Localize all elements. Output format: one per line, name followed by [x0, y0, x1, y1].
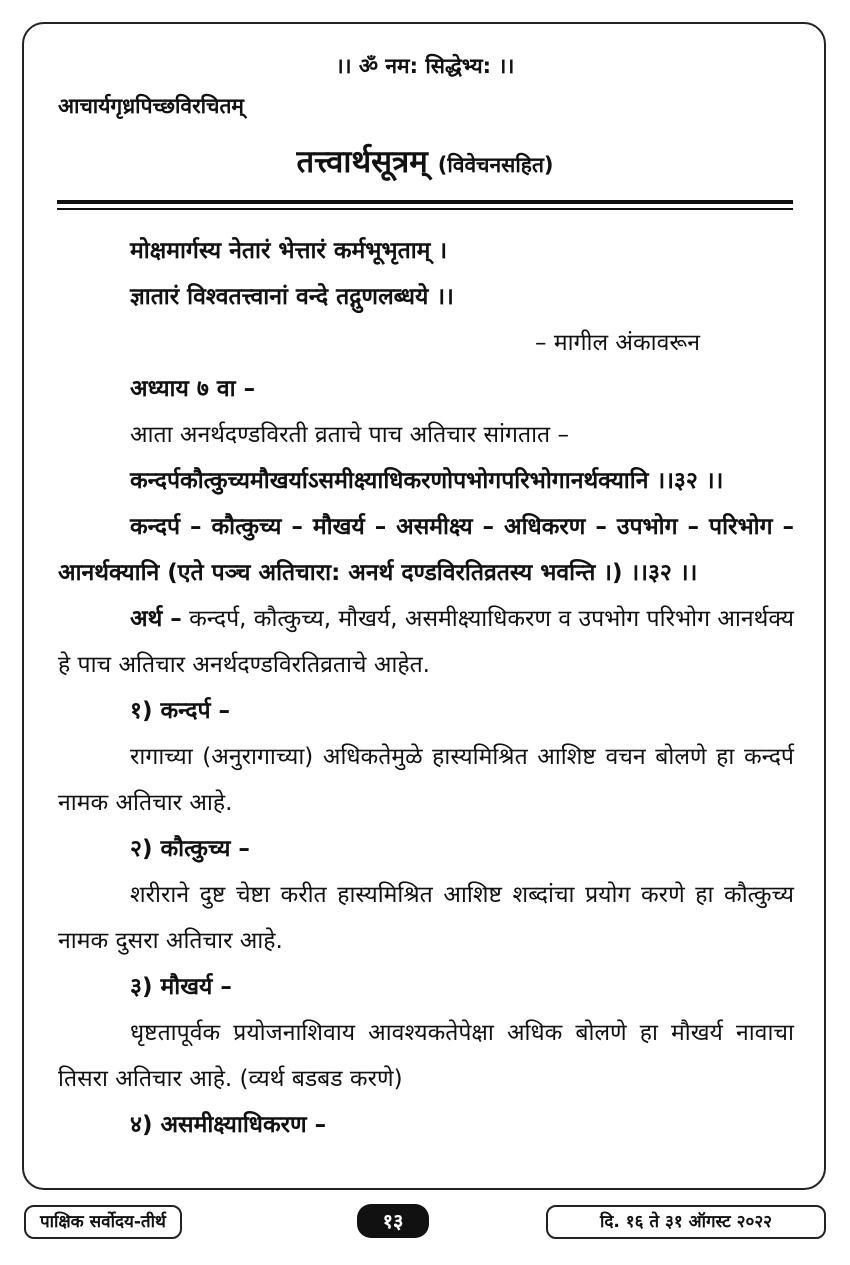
item-2-heading: २) कौत्कुच्य – — [130, 836, 250, 862]
title-row — [0, 140, 850, 182]
item-1-heading: १) कन्दर्प – — [130, 698, 231, 724]
item-3-text: धृष्टतापूर्वक प्रयोजनाशिवाय आवश्यकतेपेक्षा अधिक बोलणे हा मौखर्य नावाचा तिसरा अतिचार आहे. (व्यर्थ बडबड करणे) — [58, 1020, 794, 1092]
item-2-text: शरीराने दुष्ट चेष्टा करीत हास्यमिश्रित आशिष्ट शब्दांचा प्रयोग करणे हा कौत्कुच्य नामक दुसरा अतिचार आहे. — [58, 882, 794, 954]
meaning-text: कन्दर्प, कौत्कुच्य, मौखर्य, असमीक्ष्याधिकरण व उपभोग परिभोग आनर्थक्य हे पाच अतिचार अनर्थदण्डविरतिव्रताचे आहेत. — [58, 606, 794, 678]
meaning-paragraph — [58, 596, 794, 688]
continued-note: – मागील अंकावरून — [535, 330, 700, 356]
sutra-expanded: कन्दर्प – कौत्कुच्य – मौखर्य – असमीक्ष्य – अधिकरण – उपभोग – परिभोग – आनर्थक्यानि (एते पञ्च अतिचारा: अनर्थ दण्डविरतिव्रतस्य भवन्ति ।) ।।३२ ।। — [58, 514, 794, 586]
article-body — [58, 228, 794, 1148]
invocation: ।। ॐ नम: सिद्धेभ्य: ।। — [335, 54, 515, 78]
chapter-heading: अध्याय ७ वा – — [130, 376, 256, 402]
item-4-heading: ४) असमीक्ष्याधिकरण – — [130, 1112, 327, 1138]
verse-line-2: ज्ञातारं विश्वतत्त्वानां वन्दे तद्गुणलब्धये ।। — [130, 284, 454, 310]
header-rule-thick — [57, 200, 793, 204]
item-1-text: रागाच्या (अनुरागाच्या) अधिकतेमुळे हास्यमिश्रित आशिष्ट वचन बोलणे हा कन्दर्प नामक अतिचार आहे. — [58, 744, 794, 816]
page-subtitle: (विवेचनसहित) — [437, 153, 554, 177]
issue-date: दि. १६ ते ३१ ऑगस्ट २०२२ — [546, 1205, 826, 1239]
item-3-heading: ३) मौखर्य – — [130, 974, 232, 1000]
page-number: १३ — [357, 1204, 429, 1238]
verse-line-1: मोक्षमार्गस्य नेतारं भेत्तारं कर्मभूभृताम् । — [130, 238, 448, 264]
author-attribution: आचार्यगृध्रपिच्छविरचितम् — [58, 94, 244, 118]
header-rule-thin — [57, 208, 793, 210]
sutra-text: कन्दर्पकौत्कुच्यमौखर्याऽसमीक्ष्याधिकरणोपभोगपरिभोगानर्थक्यानि ।।३२ ।। — [130, 468, 724, 494]
intro-paragraph: आता अनर्थदण्डविरती व्रताचे पाच अतिचार सांगतात – — [130, 422, 569, 448]
meaning-label: अर्थ – — [130, 606, 182, 632]
page-title: तत्त्वार्थसूत्रम् — [296, 144, 428, 180]
publication-name: पाक्षिक सर्वोदय-तीर्थ — [24, 1205, 182, 1239]
